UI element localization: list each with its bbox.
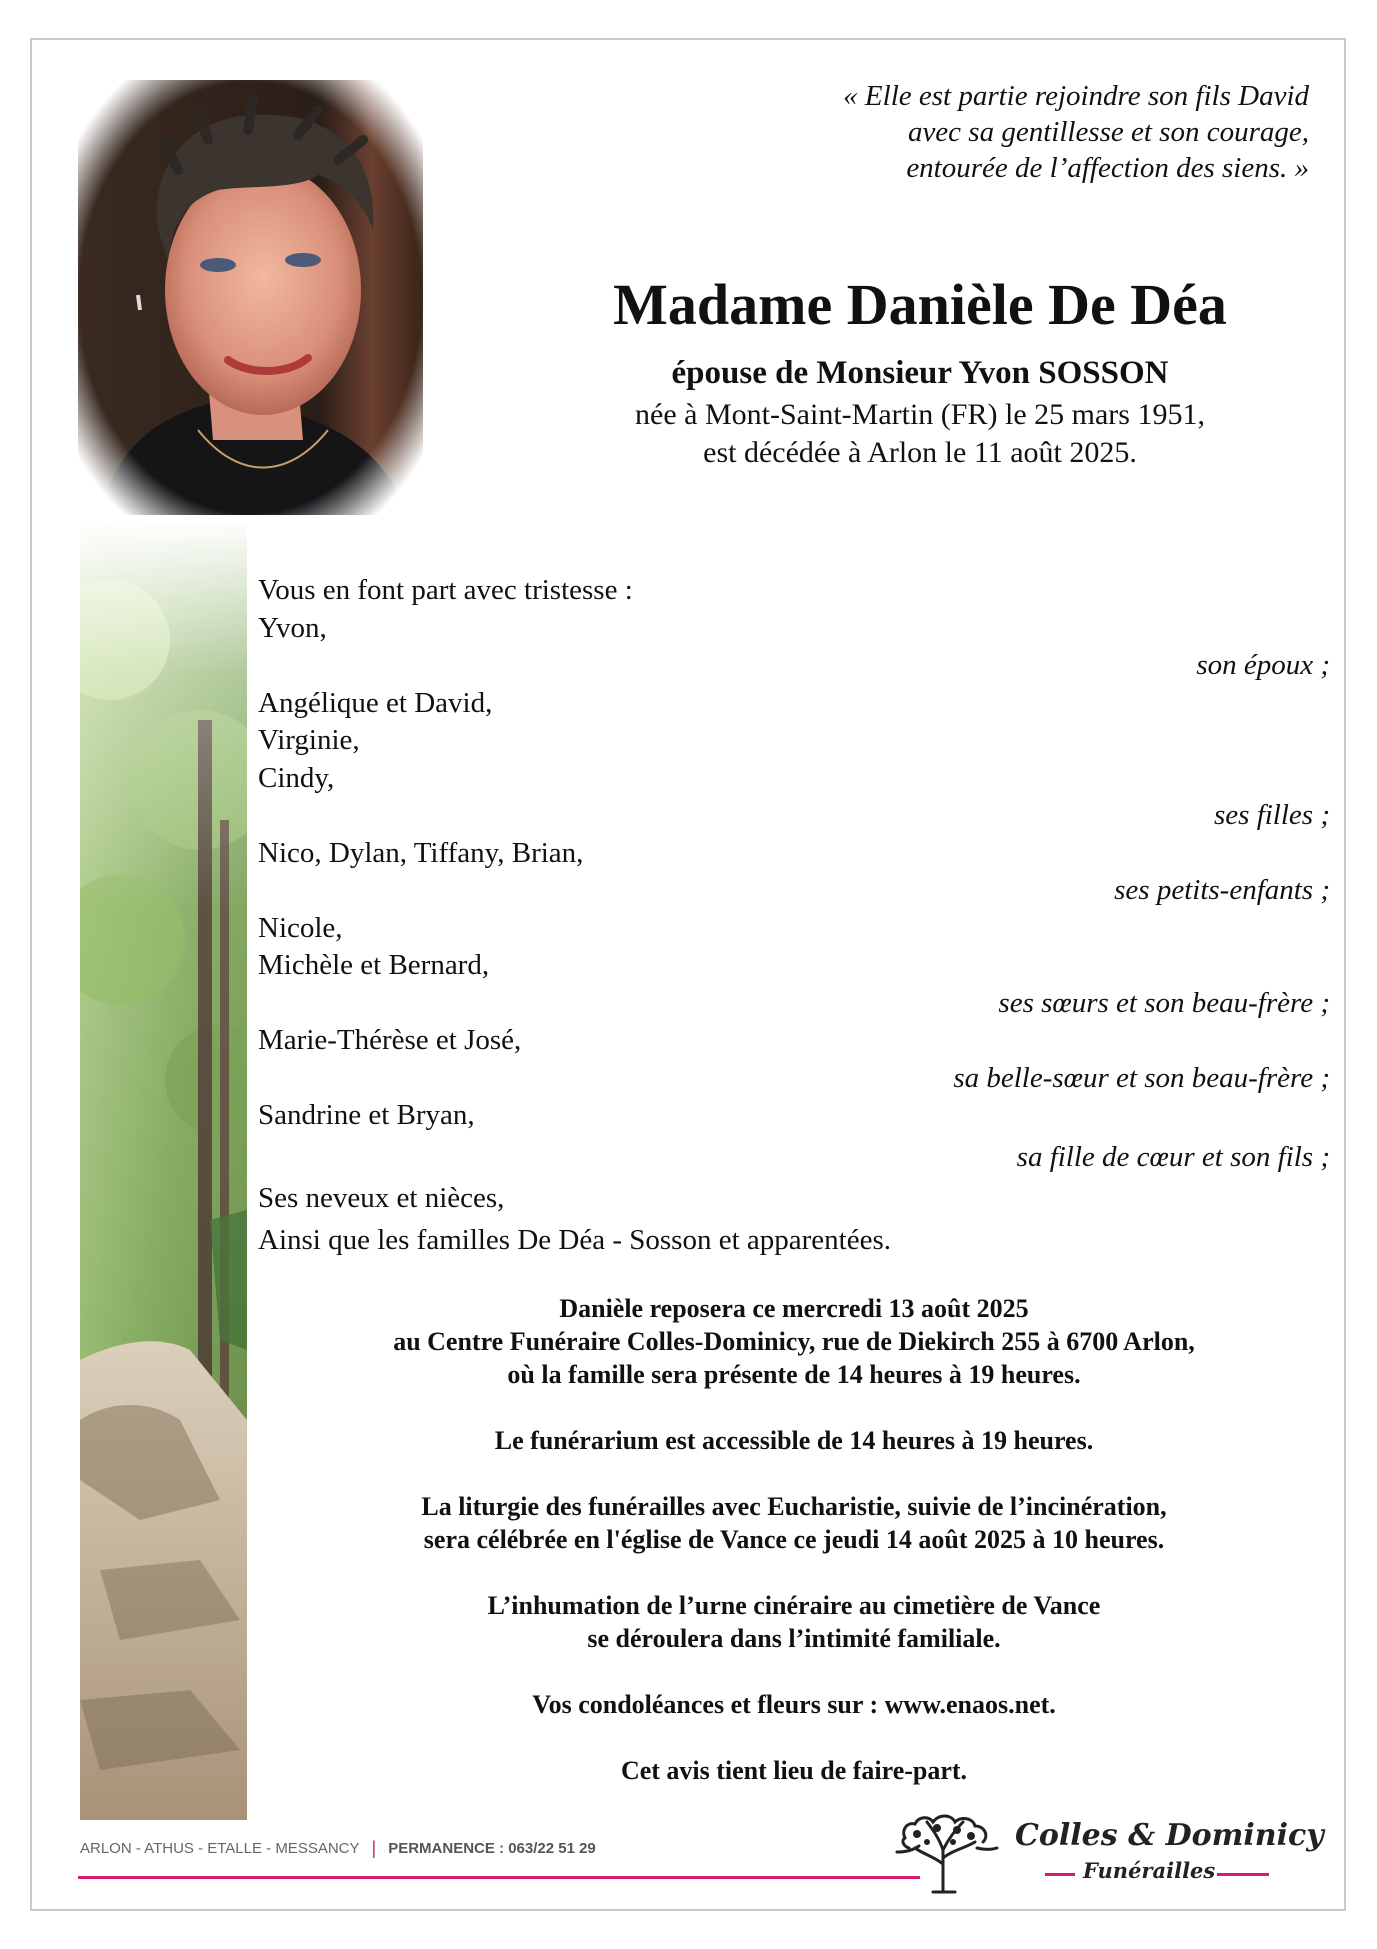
portrait-photo [78,80,423,515]
family-role: ses sœurs et son beau-frère ; [998,986,1330,1019]
condolences-line: Vos condoléances et fleurs sur : www.enaos.net. [532,1690,1056,1719]
family-announcement [258,572,1330,1259]
details-line: Danièle reposera ce mercredi 13 août 2025 [559,1294,1029,1323]
portrait-image [78,80,423,515]
family-name: Virginie, [258,724,360,756]
footer-info [80,1836,596,1860]
family-name: Yvon, [258,611,327,644]
footer-locations: ARLON - ATHUS - ETALLE - MESSANCY [80,1839,360,1857]
footer-divider [78,1876,920,1879]
deceased-name: Madame Danièle De Déa [613,272,1227,337]
funeral-details [258,1292,1330,1787]
funerarium-block [258,1424,1330,1457]
details-line: se déroulera dans l’intimité familiale. [587,1624,1001,1653]
family-closing: Ainsi que les familles De Déa - Sosson et apparentées. [258,1223,891,1256]
logo-name: Colles & Dominicy [1015,1818,1324,1853]
details-line: où la famille sera présente de 14 heures à 19 heures. [507,1360,1081,1389]
spouse-line: épouse de Monsieur Yvon SOSSON [671,355,1169,391]
logo-divider-left [1045,1873,1075,1876]
family-role: sa fille de cœur et son fils ; [1016,1140,1330,1173]
details-line: sera célébrée en l'église de Vance ce jeudi 14 août 2025 à 10 heures. [423,1525,1165,1554]
quote-line: entourée de l’affection des siens. » [906,152,1309,184]
family-name: Nicole, [258,911,343,944]
quote-line: « Elle est partie rejoindre son fils David [843,80,1309,112]
footer-separator: | [371,1837,377,1858]
condolences-block [258,1688,1330,1721]
quote-line: avec sa gentillesse et son courage, [907,116,1309,148]
notice-block [258,1754,1330,1787]
tree-icon [893,1808,1003,1899]
family-name: Michèle et Bernard, [258,949,490,981]
visitation-block [258,1292,1330,1391]
family-name: Angélique et David, [258,686,493,719]
birth-line: née à Mont-Saint-Martin (FR) le 25 mars 1951, [635,398,1205,431]
details-line: Le funérarium est accessible de 14 heures à 19 heures. [494,1426,1094,1455]
details-line: L’inhumation de l’urne cinéraire au cimetière de Vance [487,1591,1101,1620]
memorial-quote [669,78,1309,186]
family-closing: Ses neveux et nièces, [258,1182,505,1214]
family-name: Cindy, [258,761,335,794]
forest-path-image [80,520,247,1820]
family-role: ses filles ; [1214,799,1330,831]
family-role: sa belle-sœur et son beau-frère ; [953,1061,1330,1094]
funeral-home-logo [885,1804,1324,1894]
details-line: au Centre Funéraire Colles-Dominicy, rue de Diekirch 255 à 6700 Arlon, [393,1327,1195,1356]
logo-subtitle: Funérailles [1083,1858,1216,1883]
family-name: Marie-Thérèse et José, [258,1024,522,1056]
death-line: est décédée à Arlon le 11 août 2025. [703,436,1137,469]
burial-block [258,1589,1330,1655]
logo-divider-right [1217,1873,1269,1876]
family-role: son époux ; [1196,649,1330,681]
family-name: Nico, Dylan, Tiffany, Brian, [258,836,584,869]
liturgy-block [258,1490,1330,1556]
family-intro: Vous en font part avec tristesse : [258,574,633,606]
notice-line: Cet avis tient lieu de faire-part. [620,1756,968,1785]
footer-permanence: PERMANENCE : 063/22 51 29 [388,1839,596,1857]
deceased-heading [500,270,1340,472]
details-line: La liturgie des funérailles avec Eucharistie, suivie de l’incinération, [421,1492,1167,1521]
family-role: ses petits-enfants ; [1114,874,1330,906]
family-name: Sandrine et Bryan, [258,1099,475,1131]
